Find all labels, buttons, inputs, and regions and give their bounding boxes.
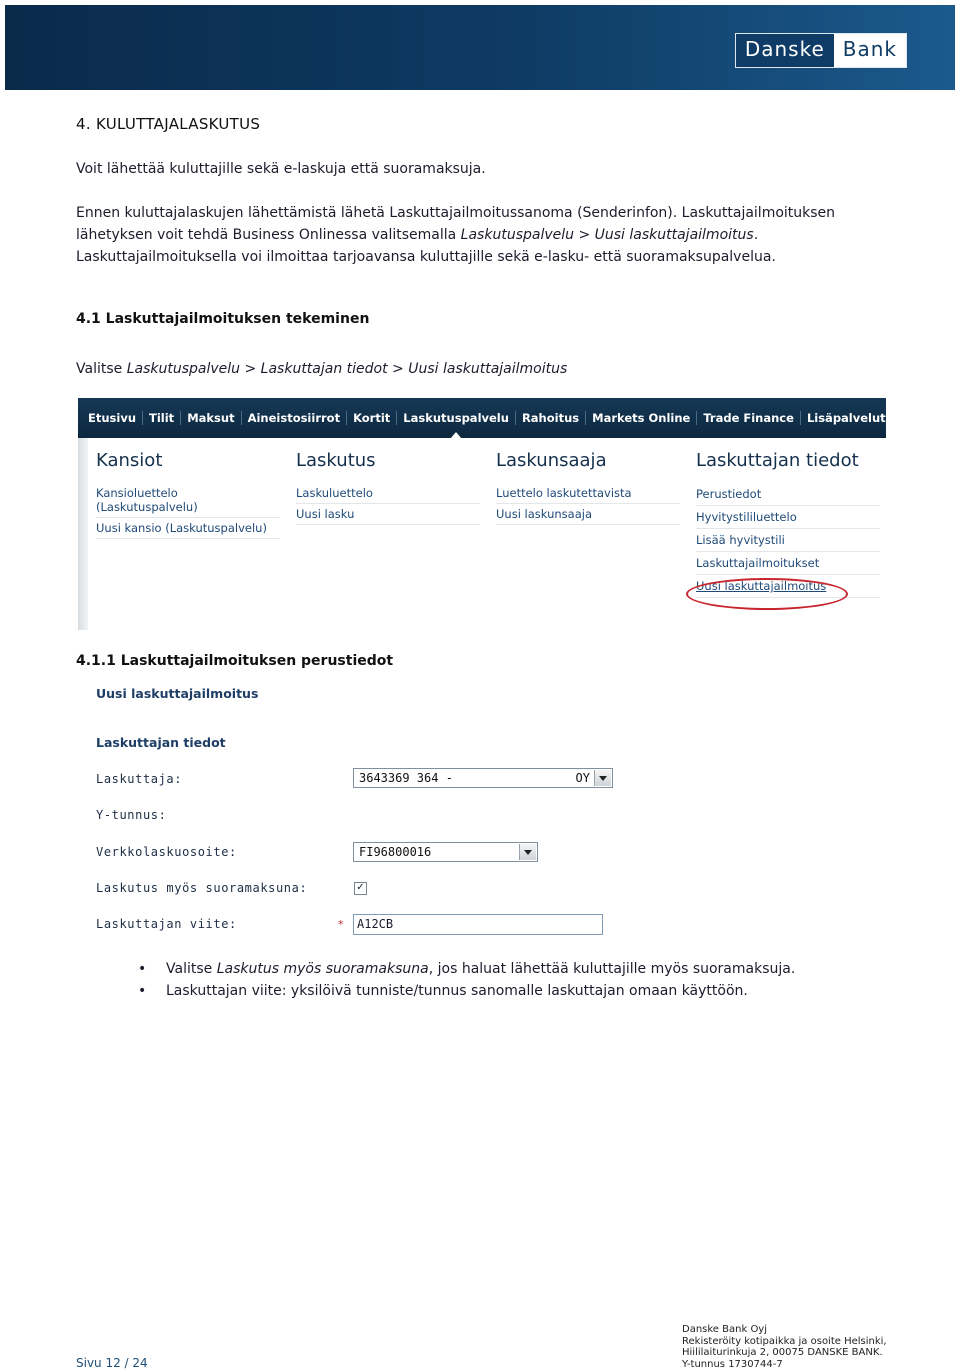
nav-item-kortit[interactable]: Kortit bbox=[347, 411, 397, 425]
menu-link[interactable]: Laskuluettelo bbox=[296, 483, 480, 504]
sender-info-paragraph: Ennen kuluttajalaskujen lähettämistä lähetä Laskuttajailmoitussanoma (Senderinfon). Laskuttajailmoituksen lähetyksen voit tehdä Business Onlinessa valitsemalla Laskutuspalvelu > Uusi laskuttajailmoitus. Laskuttajailmoituksella voi ilmoittaa tarjoavansa kuluttajille sekä e-lasku- että suoramaksupalvelua. bbox=[76, 205, 836, 265]
column-title: Laskutus bbox=[296, 450, 376, 471]
danske-bank-logo bbox=[735, 33, 907, 68]
ytunnus-label: Y-tunnus: bbox=[96, 808, 167, 822]
sidebar-strip bbox=[78, 438, 88, 630]
menu-link[interactable]: Lisää hyvitystili bbox=[696, 529, 880, 552]
nav-item-etusivu[interactable]: Etusivu bbox=[82, 411, 143, 425]
top-navigation bbox=[78, 398, 886, 438]
company-business-id: Y-tunnus 1730744-7 bbox=[682, 1358, 783, 1370]
subsection-heading: 4.1 Laskuttajailmoituksen tekeminen bbox=[76, 311, 370, 327]
header-banner bbox=[5, 5, 955, 90]
form-title: Uusi laskuttajailmoitus bbox=[96, 686, 259, 701]
logo-word-bank: Bank bbox=[834, 34, 906, 67]
suoramaksu-checkbox[interactable]: ✓ bbox=[354, 882, 367, 895]
menu-screenshot bbox=[78, 398, 886, 630]
required-marker: * bbox=[338, 918, 344, 931]
menu-link[interactable]: Luettelo laskutettavista bbox=[496, 483, 680, 504]
verkkolaskuosoite-value: FI96800016 bbox=[359, 845, 432, 859]
nav-item-laskutuspalvelu[interactable]: Laskutuspalvelu bbox=[397, 411, 516, 425]
laskuttaja-select[interactable] bbox=[353, 768, 613, 788]
subsubsection-heading: 4.1.1 Laskuttajailmoituksen perustiedot bbox=[76, 653, 394, 669]
laskuttaja-label: Laskuttaja: bbox=[96, 772, 183, 786]
highlight-circle bbox=[686, 578, 848, 610]
nav-item-maksut[interactable]: Maksut bbox=[181, 411, 241, 425]
nav-item-rahoitus[interactable]: Rahoitus bbox=[516, 411, 586, 425]
column-title: Laskunsaaja bbox=[496, 450, 607, 471]
menu-link[interactable]: Perustiedot bbox=[696, 483, 880, 506]
suoramaksu-label: Laskutus myös suoramaksuna: bbox=[96, 881, 308, 895]
laskuttaja-suffix: OY bbox=[575, 771, 590, 785]
company-name: Danske Bank Oyj bbox=[682, 1324, 768, 1335]
list-item: • Valitse Laskutus myös suoramaksuna, jos haluat lähettää kuluttajille myös suoramaksuja. bbox=[138, 958, 795, 980]
nav-item-markets-online[interactable]: Markets Online bbox=[586, 411, 697, 425]
nav-item-lisapalvelut[interactable]: Lisäpalvelut bbox=[806, 411, 886, 425]
company-footer bbox=[682, 1324, 887, 1370]
logo-word-danske: Danske bbox=[736, 34, 834, 67]
menu-link[interactable]: Uusi laskunsaaja bbox=[496, 504, 680, 525]
nav-item-trade-finance[interactable]: Trade Finance bbox=[697, 411, 801, 425]
menu-column-kansiot bbox=[96, 450, 280, 539]
nav-item-tilit[interactable]: Tilit bbox=[143, 411, 181, 425]
column-title: Laskuttajan tiedot bbox=[696, 450, 859, 471]
menu-column-laskuttajan-tiedot bbox=[696, 450, 880, 598]
page-number: Sivu 12 / 24 bbox=[76, 1356, 148, 1370]
form-group-title: Laskuttajan tiedot bbox=[96, 735, 226, 750]
list-item: • Laskuttajan viite: yksilöivä tunniste/tunnus sanomalle laskuttajan omaan käyttöön. bbox=[138, 980, 795, 1002]
nav-item-aineistosiirrot[interactable]: Aineistosiirrot bbox=[242, 411, 347, 425]
menu-link-uusi-laskuttajailmoitus[interactable]: Uusi laskuttajailmoitus bbox=[696, 575, 880, 598]
laskuttajan-viite-input[interactable]: A12CB bbox=[353, 914, 603, 935]
verkkolaskuosoite-select[interactable] bbox=[353, 842, 538, 862]
menu-path-instruction: Valitse Laskutuspalvelu > Laskuttajan tiedot > Uusi laskuttajailmoitus bbox=[76, 361, 568, 377]
menu-link[interactable]: Uusi lasku bbox=[296, 504, 480, 525]
menu-link[interactable]: Kansioluettelo (Laskutuspalvelu) bbox=[96, 483, 280, 518]
menu-link[interactable]: Hyvitystililuettelo bbox=[696, 506, 880, 529]
bullet-list bbox=[138, 958, 795, 1002]
chevron-down-icon[interactable] bbox=[519, 844, 536, 860]
menu-link[interactable]: Uusi kansio (Laskutuspalvelu) bbox=[96, 518, 280, 539]
laskuttajan-viite-label: Laskuttajan viite: bbox=[96, 917, 237, 931]
menu-column-laskunsaaja bbox=[496, 450, 680, 525]
intro-paragraph: Voit lähettää kuluttajille sekä e-laskuja että suoramaksuja. bbox=[76, 161, 486, 177]
section-heading: 4. KULUTTAJALASKUTUS bbox=[76, 115, 261, 133]
verkkolaskuosoite-label: Verkkolaskuosoite: bbox=[96, 845, 237, 859]
chevron-down-icon[interactable] bbox=[594, 770, 611, 786]
menu-column-laskutus bbox=[296, 450, 480, 525]
column-title: Kansiot bbox=[96, 450, 163, 471]
menu-link[interactable]: Laskuttajailmoitukset bbox=[696, 552, 880, 575]
laskuttaja-value: 3643369 364 - bbox=[359, 771, 453, 785]
company-address: Hiililaiturinkuja 2, 00075 DANSKE BANK. bbox=[682, 1347, 883, 1358]
company-domicile: Rekisteröity kotipaikka ja osoite Helsinki, bbox=[682, 1335, 887, 1347]
